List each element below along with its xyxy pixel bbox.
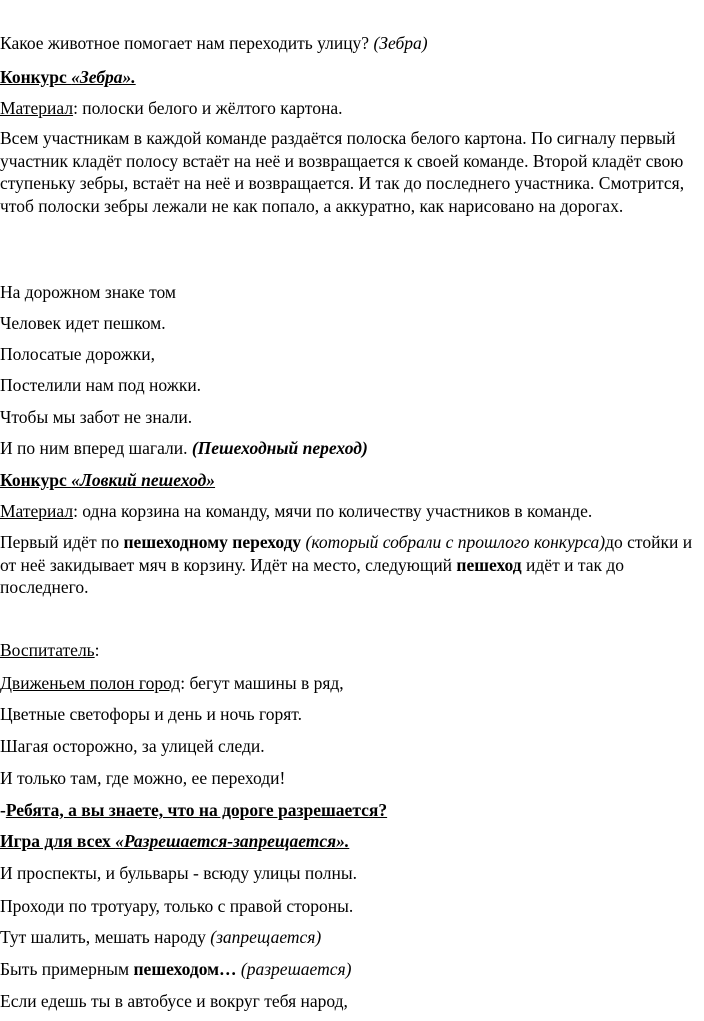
rules2-part2: до стойки и от неё закидывает мяч в корзину. Идёт на место, следующий xyxy=(0,532,693,575)
game-line3-answer: (запрещается) xyxy=(210,927,322,947)
game-line4-text: Быть примерным xyxy=(0,959,134,979)
poem1-line-3: Полосатые дорожки, xyxy=(0,344,155,364)
game-prefix: Игра для всех xyxy=(0,831,116,851)
rules2-bold2: пешеход xyxy=(456,554,522,575)
riddle-answer: (Зебра) xyxy=(373,33,428,53)
contest2-name: «Ловкий пешеход» xyxy=(71,470,216,490)
teacher-label-line xyxy=(0,639,696,661)
poem2-line-4: И только там, где можно, ее переходи! xyxy=(0,768,286,788)
game-line-2: Проходи по тротуару, только с правой стороны. xyxy=(0,896,354,916)
contest-zebra-heading xyxy=(0,66,696,88)
game-heading xyxy=(0,830,696,852)
riddle-question xyxy=(0,32,696,54)
material-label: Материал xyxy=(0,98,74,118)
riddle-text: Какое животное помогает нам переходить улицу? xyxy=(0,33,374,53)
game-line4-answer: (разрешается) xyxy=(236,959,352,979)
poem2-line-1 xyxy=(0,672,696,694)
question-dash: - xyxy=(0,800,6,820)
poem2-first-rest: : бегут машины в ряд, xyxy=(180,673,344,693)
game-line-3 xyxy=(0,926,696,948)
poem1-line-1: На дорожном знаке том xyxy=(0,282,176,302)
material-text: : полоски белого и жёлтого картона. xyxy=(73,98,343,118)
rules2-bold1: пешеходному переходу xyxy=(123,532,302,552)
poem1-line-6 xyxy=(0,437,696,459)
material2-label: Материал xyxy=(0,501,74,521)
contest2-prefix: Конкурс xyxy=(0,470,72,490)
rules2-part1: Первый идёт по xyxy=(0,532,124,552)
contest-prefix: Конкурс xyxy=(0,67,72,87)
game-line4-bold: пешеходом… xyxy=(133,959,237,979)
rules-zebra-paragraph: Всем участникам в каждой команде раздаётся полоска белого картона. По сигналу первый участник кладёт полосу встаёт на неё и возвращается к своей команде. Второй кладёт свою ступеньку зебры, встаёт на неё и возвращается. И так до последнего участника. Смотрится, чтоб полоски зебры лежали не как попало, а аккуратно, как нарисовано на дорогах. xyxy=(0,128,685,216)
game-name: «Разрешается-запрещается». xyxy=(115,831,350,851)
poem1-line-2: Человек идет пешком. xyxy=(0,313,166,333)
poem1-line-4: Постелили нам под ножки. xyxy=(0,375,202,395)
rules-pedestrian-paragraph xyxy=(0,531,696,599)
game-line-4 xyxy=(0,958,696,980)
game-line-5: Если едешь ты в автобусе и вокруг тебя народ, xyxy=(0,991,348,1011)
game-line3-text: Тут шалить, мешать народу xyxy=(0,927,211,947)
rules2-part3: идёт и так до последнего. xyxy=(0,554,624,597)
teacher-colon: : xyxy=(94,640,100,660)
question-text: Ребята, а вы знаете, что на дороге разрешается? xyxy=(5,800,388,820)
poem1-line-5: Чтобы мы забот не знали. xyxy=(0,407,193,427)
poem2-line-2: Цветные светофоры и день и ночь горят. xyxy=(0,704,303,724)
poem2-line-3: Шагая осторожно, за улицей следи. xyxy=(0,736,265,756)
poem1-answer: (Пешеходный переход) xyxy=(191,438,368,458)
rules2-italic1: (который собрали с прошлого конкурса) xyxy=(301,532,606,552)
question-line xyxy=(0,799,696,821)
teacher-label: Воспитатель xyxy=(0,640,95,660)
material-zebra xyxy=(0,97,696,119)
material-pedestrian xyxy=(0,500,696,522)
contest-name: «Зебра». xyxy=(71,67,136,87)
poem1-last-text: И по ним вперед шагали. xyxy=(0,438,192,458)
game-line-1: И проспекты, и бульвары - всюду улицы полны. xyxy=(0,863,358,883)
contest-pedestrian-heading xyxy=(0,469,696,491)
poem2-first-underlined: Движеньем полон город xyxy=(0,673,181,693)
material2-text: : одна корзина на команду, мячи по количеству участников в команде. xyxy=(73,501,593,521)
